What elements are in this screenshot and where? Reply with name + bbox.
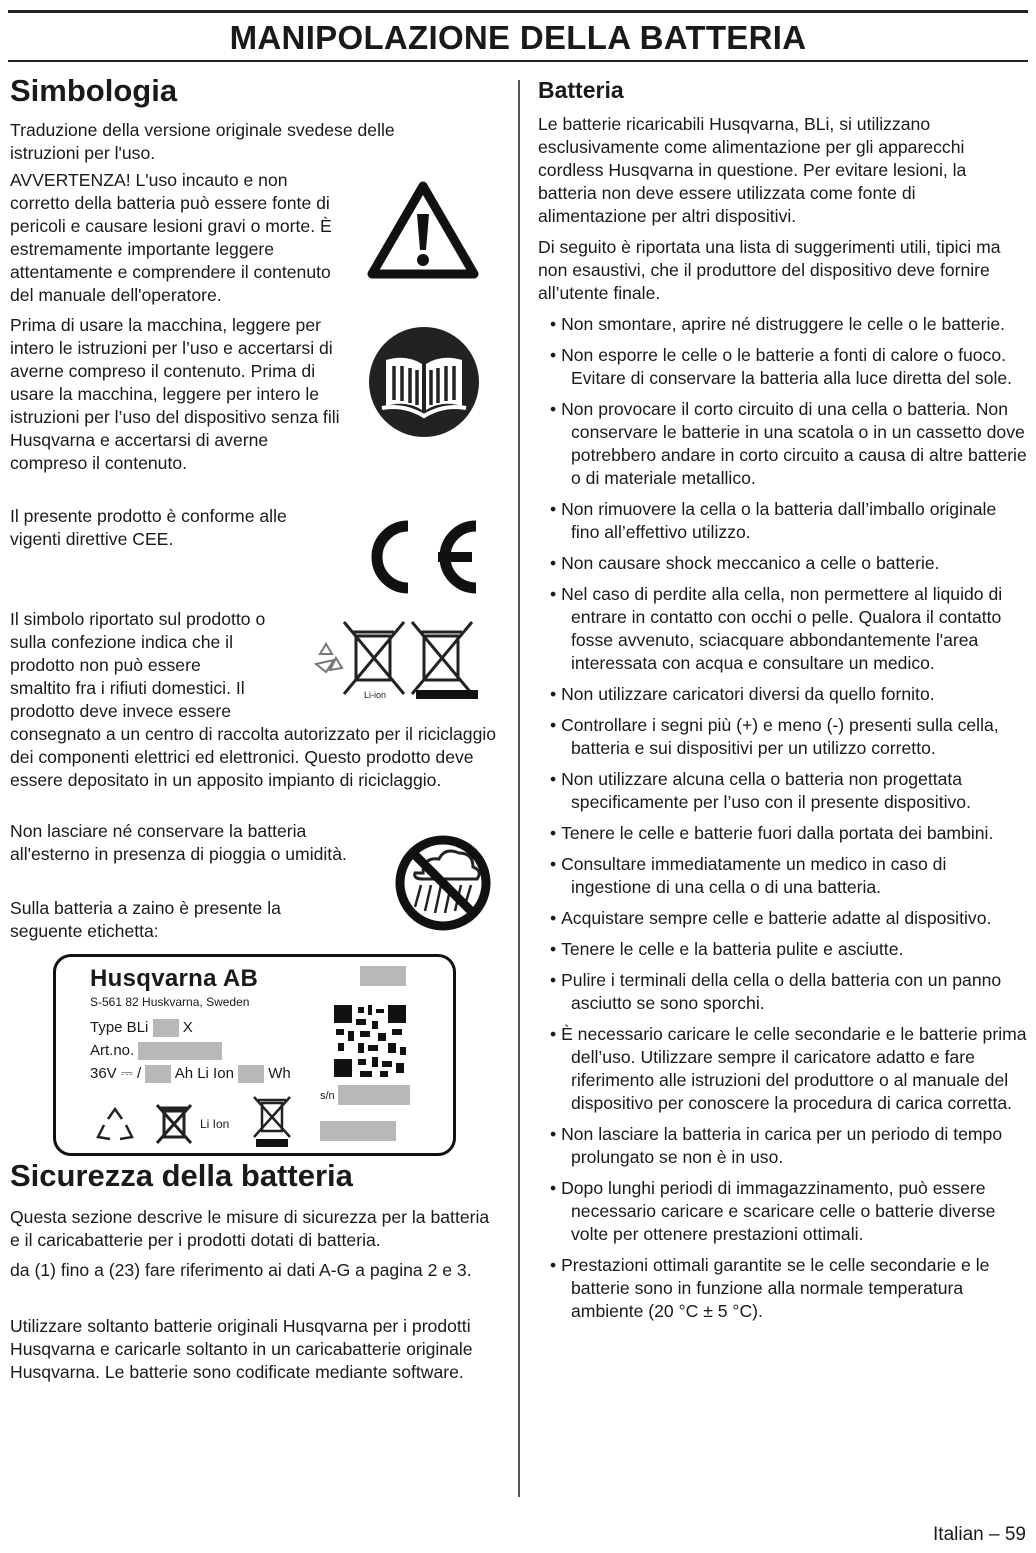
qr-code-icon [332, 1003, 408, 1079]
list-item: • Consultare immediatamente un medico in caso di ingestione di una cella o di una batteria. [538, 853, 1028, 899]
label-wh: Wh [268, 1065, 291, 1082]
label-artno: Art.no. [90, 1042, 135, 1059]
label-type-prefix: Type BLi [90, 1019, 149, 1036]
label-brand: Husqvarna AB [90, 965, 259, 992]
top-rule [8, 10, 1028, 13]
page-title: MANIPOLAZIONE DELLA BATTERIA [229, 19, 807, 56]
list-item: • Tenere le celle e batterie fuori dalla portata dei bambini. [538, 822, 1028, 845]
recycle-icon [94, 1105, 136, 1145]
list-item: • Nel caso di perdite alla cella, non permettere al liquido di entrare in contatto con occhi o pelle. Qualora il contatto fosse avvenuto, sciacquare abbondantemente l'area interessata con acqua e consultare un medico. [538, 583, 1028, 675]
label-rating-row: 36V ⎓ / Ah Li Ion Wh [90, 1065, 291, 1082]
list-item: • Dopo lunghi periodi di immagazzinamento, può essere necessario caricare e scaricare celle o batterie diverse volte per ottenere prestazioni ottimali. [538, 1177, 1028, 1246]
weee-paragraph-start [10, 608, 310, 723]
list-item: • È necessario caricare le celle secondarie e le batterie prima dell’uso. Utilizzare sempre il caricatore adatto e fare riferimento alle istruzioni del produttore o al manuale del dispositivo per conoscere la procedura di carica corretta. [538, 1023, 1028, 1115]
section-heading-symbols: Simbologia [10, 73, 178, 108]
label-redacted-box [360, 966, 406, 986]
label-liion: Li Ion [197, 1065, 234, 1082]
weee-line: smaltito fra i rifiuti domestici. Il [10, 678, 245, 698]
page-number: Italian – 59 [933, 1524, 1026, 1545]
label-liion-small: Li Ion [200, 1117, 230, 1131]
safety-paragraph-2: da (1) fino a (23) fare riferimento ai dati A-G a pagina 2 e 3. [10, 1260, 472, 1280]
label-type-row [90, 1019, 193, 1037]
section-heading-battery-safety: Sicurezza della batteria [10, 1158, 353, 1193]
weee-line: Il simbolo riportato sul prodotto o [10, 609, 266, 629]
ce-mark-icon [352, 518, 482, 596]
label-redacted-box [238, 1065, 264, 1083]
crossed-bin-icon [250, 1095, 294, 1147]
weee-line: prodotto non può essere [10, 655, 201, 675]
list-item: • Non lasciare la batteria in carica per un periodo di tempo prolungato se non è in uso. [538, 1123, 1028, 1169]
battery-intro-paragraph: Le batterie ricaricabili Husqvarna, BLi, si utilizzano esclusivamente come alimentazione per gli apparecchi cordless Husqvarna in questione. Per evitare lesioni, la batteria non deve essere utilizzata come fonte di alimentazione per altri dispositivi. [538, 114, 967, 226]
rain-paragraph: Non lasciare né conservare la batteria all'esterno in presenza di pioggia o umidità. [10, 821, 347, 864]
column-divider [518, 80, 520, 1497]
read-manual-paragraph: Prima di usare la macchina, leggere per intero le istruzioni per l’uso e accertarsi di averne compreso il contenuto. Prima di usare la macchina, leggere per intero le istruzioni per l’uso del dispositivo senza fili Husqvarna e accertarsi di averne compreso il contenuto. [10, 315, 340, 473]
battery-tips-list [538, 313, 1028, 1323]
label-ah: Ah [174, 1065, 194, 1082]
list-item: • Pulire i terminali della cella o della batteria con un panno asciutto se sono sporchi. [538, 969, 1028, 1015]
list-item: • Non provocare il corto circuito di una cella o batteria. Non conservare le batterie in una scatola o in un cassetto dove potrebbero andare in corto circuito a causa di altre batterie o di materiale metallico. [538, 398, 1028, 490]
battery-label [53, 954, 456, 1156]
right-column [538, 72, 1028, 1331]
translation-note: Traduzione della versione originale svedese delle istruzioni per l'uso. [10, 120, 395, 163]
label-redacted-box [145, 1065, 171, 1083]
list-item: • Non smontare, aprire né distruggere le celle o le batterie. [538, 313, 1028, 336]
crossed-bin-icon [154, 1103, 194, 1147]
list-item: • Non causare shock meccanico a celle o batterie. [538, 552, 1028, 575]
list-item: • Prestazioni ottimali garantite se le celle secondarie e le batterie sono in funzione alla normale temperatura ambiente (20 °C ± 5 °C). [538, 1254, 1028, 1323]
section-heading-battery: Batteria [538, 77, 624, 103]
weee-line: sulla confezione indica che il [10, 632, 233, 652]
label-redacted-box [138, 1042, 222, 1060]
list-item: • Non esporre le celle o le batterie a fonti di calore o fuoco. Evitare di conservare la batteria alla luce diretta del sole. [538, 344, 1028, 390]
read-manual-icon [368, 326, 480, 438]
label-redacted-box [338, 1085, 410, 1105]
safety-paragraph-3: Utilizzare soltanto batterie originali Husqvarna per i prodotti Husqvarna e caricarle soltanto in un caricabatterie originale Husqvarna. Le batterie sono codificate mediante software. [10, 1316, 473, 1382]
list-item: • Acquistare sempre celle e batterie adatte al dispositivo. [538, 907, 1028, 930]
safety-paragraph-1: Questa sezione descrive le misure di sicurezza per la batteria e il caricabatterie per i prodotti dotati di batteria. [10, 1207, 490, 1250]
weee-bin-icons [312, 620, 484, 702]
list-item: • Non utilizzare caricatori diversi da quello fornito. [538, 683, 1028, 706]
label-redacted-box [320, 1121, 396, 1141]
conformity-paragraph: Il presente prodotto è conforme alle vigenti direttive CEE. [10, 506, 287, 549]
battery-list-intro: Di seguito è riportata una lista di suggerimenti utili, tipici ma non esaustivi, che il produttore del dispositivo deve fornire all’utente finale. [538, 237, 1001, 303]
label-redacted-box [153, 1019, 179, 1037]
label-address: S-561 82 Huskvarna, Sweden [90, 995, 250, 1009]
label-type-suffix: X [182, 1019, 193, 1036]
no-rain-icon [393, 833, 493, 933]
list-item: • Non utilizzare alcuna cella o batteria non progettata specificamente per l’uso con il presente dispositivo. [538, 768, 1028, 814]
label-sn: s/n [320, 1090, 335, 1102]
warning-paragraph: AVVERTENZA! L'uso incauto e non corretto della batteria può essere fonte di pericoli e causare lesioni gravi o morte. È estremamente importante leggere attentamente e comprendere il contenuto del manuale dell'operatore. [10, 170, 332, 305]
warning-triangle-icon [366, 180, 480, 280]
label-artno-row [90, 1042, 222, 1060]
label-intro-paragraph: Sulla batteria a zaino è presente la seguente etichetta: [10, 898, 281, 941]
list-item: • Controllare i segni più (+) e meno (-) presenti sulla cella, batteria e sui dispositivi per un utilizzo corretto. [538, 714, 1028, 760]
weee-paragraph-rest: consegnato a un centro di raccolta autorizzato per il riciclaggio dei componenti elettrici ed elettronici. Questo prodotto deve essere depositato in un apposito impianto di riciclaggio. [10, 724, 497, 790]
list-item: • Non rimuovere la cella o la batteria dall’imballo originale fino all’effettivo utilizzo. [538, 498, 1028, 544]
header-rule [8, 60, 1028, 62]
weee-line: prodotto deve invece essere [10, 701, 232, 721]
weee-liion-text: Li-ion [364, 690, 387, 700]
label-voltage: 36V [90, 1065, 117, 1082]
list-item: • Tenere le celle e la batteria pulite e asciutte. [538, 938, 1028, 961]
